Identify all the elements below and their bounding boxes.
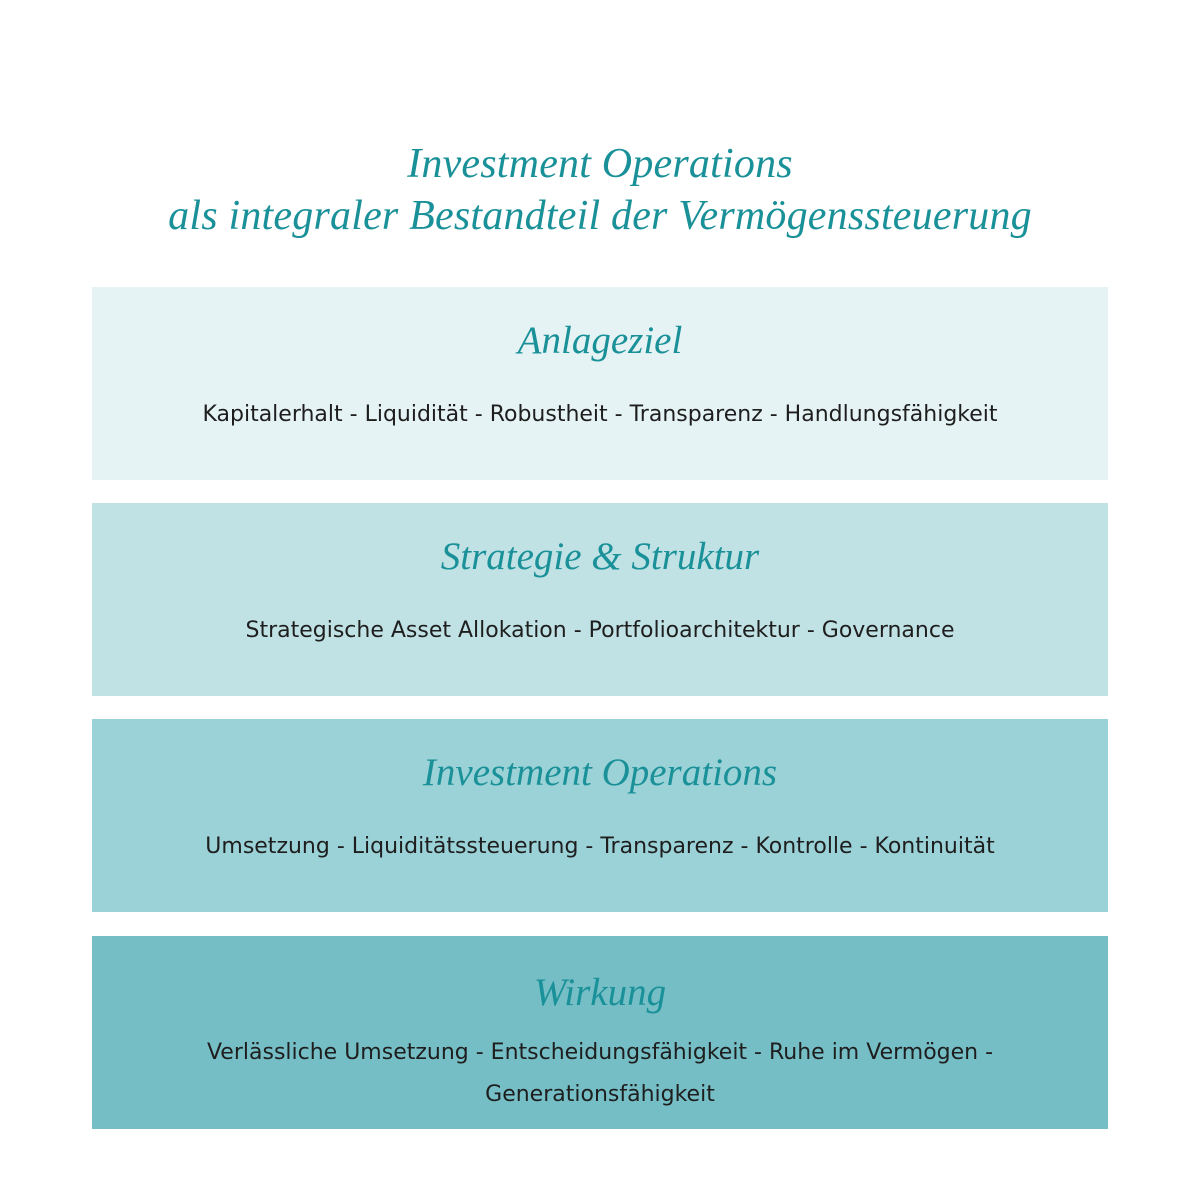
layer-description: Kapitalerhalt - Liquidität - Robustheit - Transparenz - Handlungsfähigkeit: [202, 402, 998, 427]
layer-heading: Anlageziel: [517, 319, 683, 362]
layer-anlageziel: [92, 287, 1108, 480]
layer-heading: Investment Operations: [422, 751, 778, 794]
title-line-2: als integraler Bestandteil der Vermögenssteuerung: [168, 193, 1032, 239]
layer-investment-operations: [92, 719, 1108, 912]
title-line-1: Investment Operations: [407, 141, 793, 187]
layer-description: Verlässliche Umsetzung - Entscheidungsfähigkeit - Ruhe im Vermögen - Generationsfähigkeit: [206, 1040, 994, 1107]
layer-heading: Strategie & Struktur: [440, 535, 760, 578]
diagram-title: [0, 138, 1200, 242]
layer-description: Umsetzung - Liquiditätssteuerung - Transparenz - Kontrolle - Kontinuität: [205, 834, 995, 859]
layer-description: Strategische Asset Allokation - Portfolioarchitektur - Governance: [245, 618, 955, 643]
layer-strategie-struktur: [92, 503, 1108, 696]
layer-wirkung: [92, 936, 1108, 1129]
layer-heading: Wirkung: [533, 971, 667, 1014]
